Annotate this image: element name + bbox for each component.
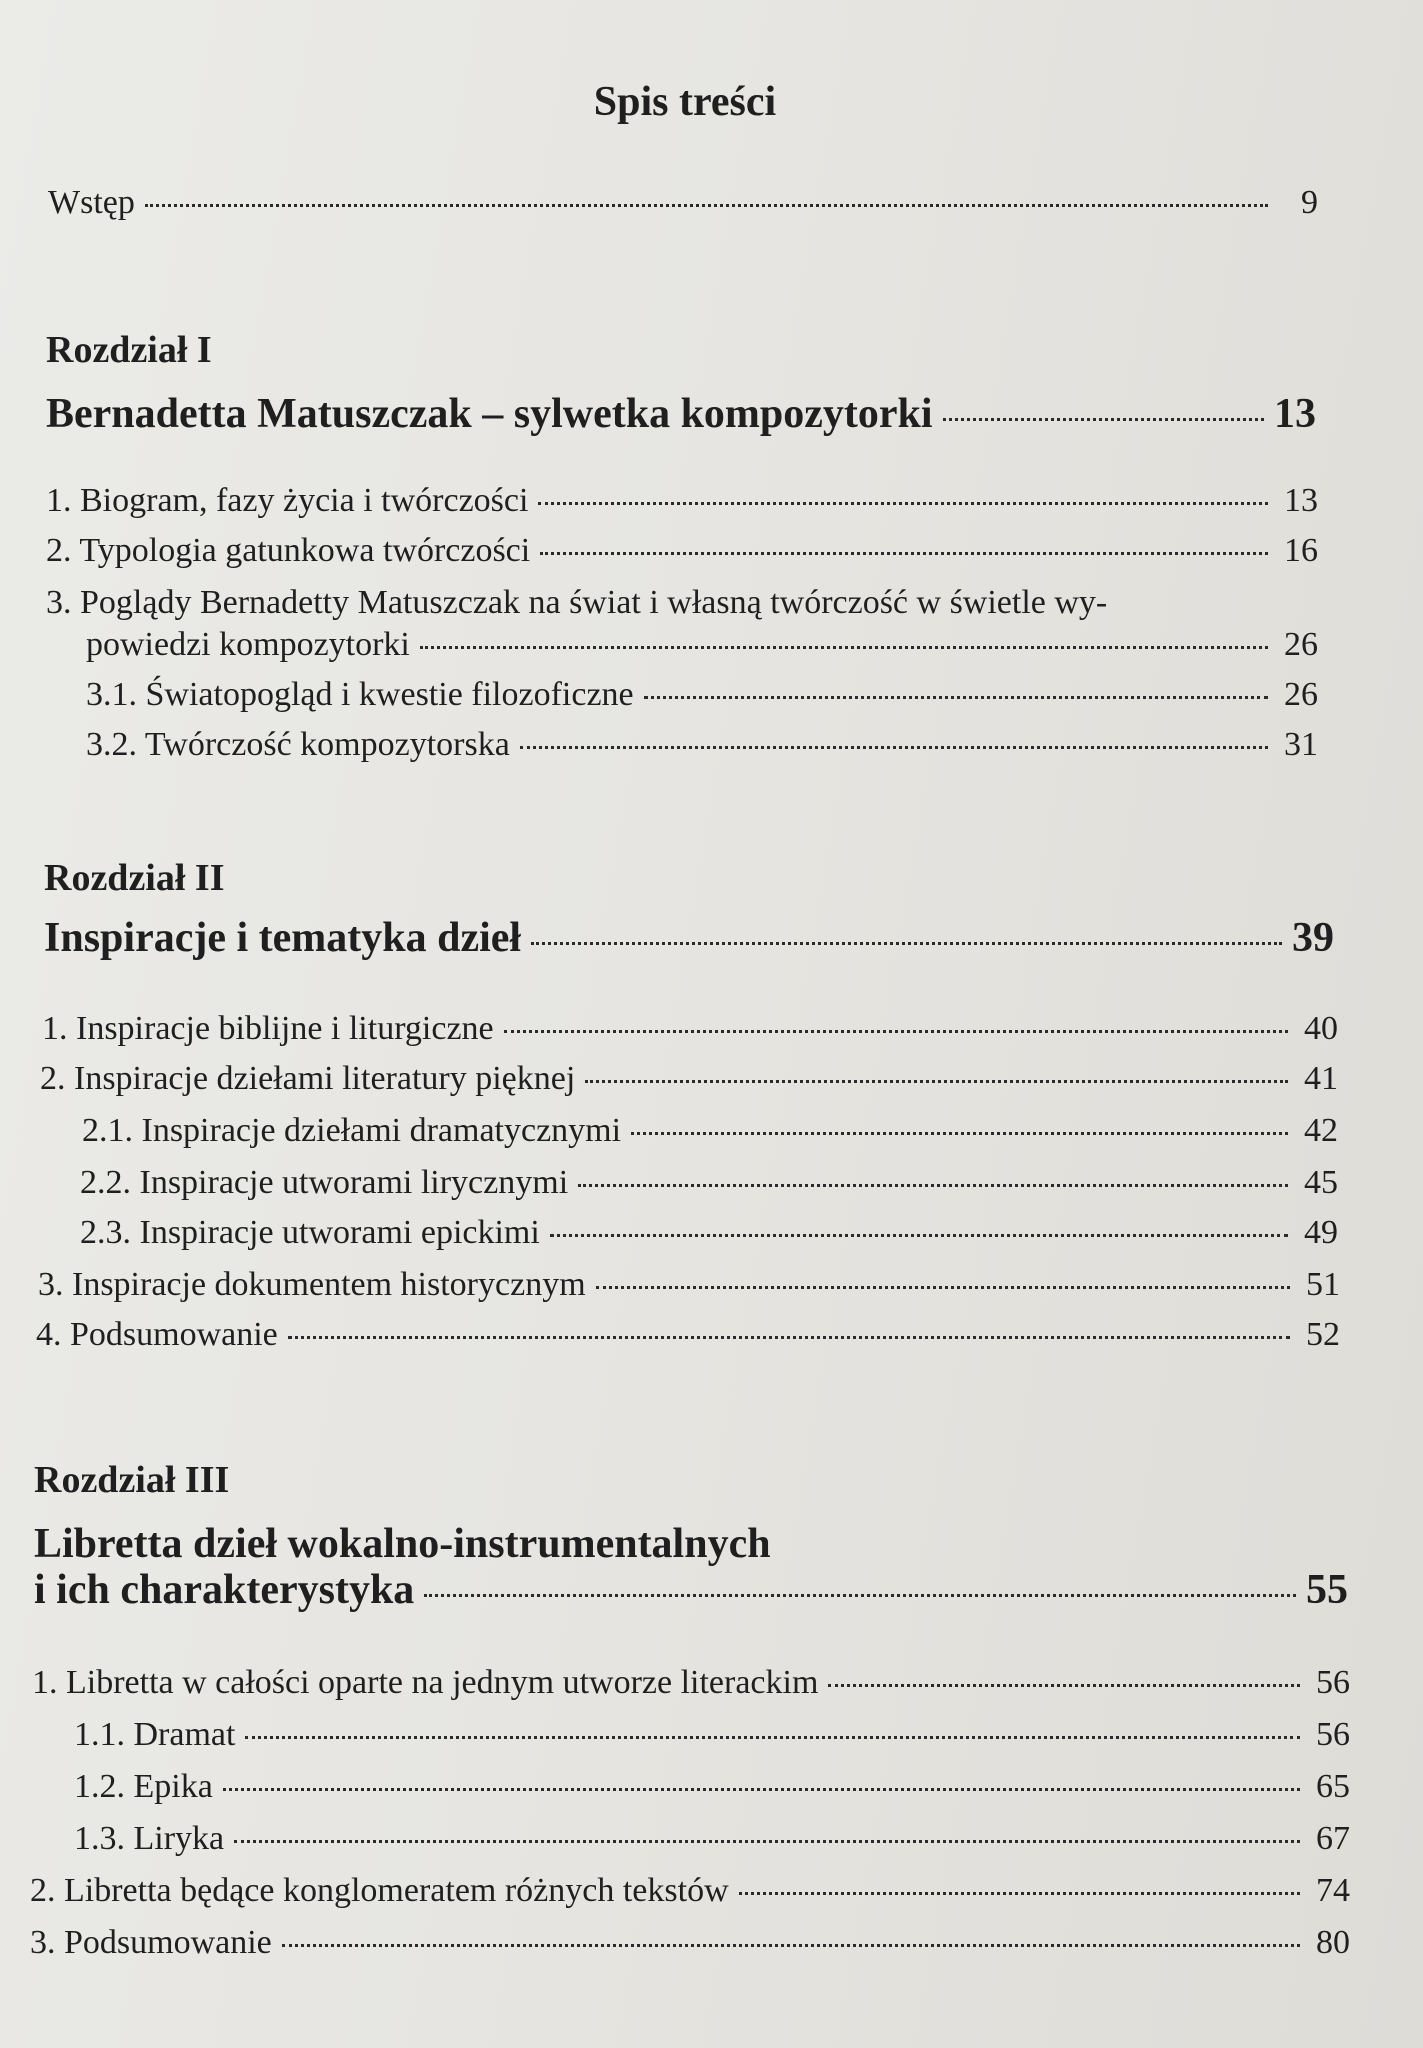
toc-entry-label: 1. Libretta w całości oparte na jednym utworze literackim bbox=[32, 1664, 819, 1701]
toc-entry-page: 56 bbox=[1316, 1664, 1350, 1701]
toc-entry bbox=[38, 1266, 1340, 1304]
toc-entry bbox=[86, 626, 1318, 664]
dot-leader bbox=[578, 1184, 1288, 1187]
dot-leader bbox=[739, 1892, 1300, 1895]
toc-entry-page: 41 bbox=[1304, 1060, 1338, 1097]
toc-entry-page: 56 bbox=[1316, 1716, 1350, 1753]
toc-entry-sub bbox=[74, 1768, 1350, 1806]
toc-entry-sub bbox=[82, 1112, 1338, 1150]
toc-entry-label: 1.1. Dramat bbox=[74, 1716, 236, 1753]
toc-entry-label: 2.3. Inspiracje utworami epickimi bbox=[80, 1214, 540, 1251]
dot-leader bbox=[234, 1840, 1300, 1843]
chapter-title: Bernadetta Matuszczak – sylwetka kompozytorki bbox=[46, 391, 933, 437]
chapter-label: Rozdział II bbox=[44, 857, 225, 899]
dot-leader bbox=[943, 418, 1264, 421]
toc-entry bbox=[40, 1060, 1338, 1098]
toc-entry bbox=[42, 1010, 1338, 1048]
chapter-title-row bbox=[34, 1566, 1348, 1614]
chapter-title: i ich charakterystyka bbox=[34, 1567, 415, 1613]
toc-entry-label: 3. Inspiracje dokumentem historycznym bbox=[38, 1266, 586, 1303]
toc-entry-intro bbox=[48, 184, 1318, 222]
toc-entry-label: Wstęp bbox=[48, 184, 135, 221]
chapter-title: Inspiracje i tematyka dzieł bbox=[44, 915, 522, 961]
toc-entry-page: 40 bbox=[1304, 1010, 1338, 1047]
toc-entry-label: 4. Podsumowanie bbox=[36, 1316, 278, 1353]
toc-entry bbox=[32, 1664, 1350, 1702]
toc-entry-page: 26 bbox=[1284, 676, 1318, 713]
chapter-title-line1: Libretta dzieł wokalno-instrumentalnych bbox=[34, 1521, 771, 1567]
toc-entry-label: 2.1. Inspiracje dziełami dramatycznymi bbox=[82, 1112, 622, 1149]
toc-entry-sub bbox=[80, 1214, 1338, 1252]
dot-leader bbox=[540, 552, 1268, 555]
toc-entry-page: 16 bbox=[1284, 532, 1318, 569]
toc-entry-sub bbox=[80, 1164, 1338, 1202]
toc-entry-page: 45 bbox=[1304, 1164, 1338, 1201]
toc-entry-page: 74 bbox=[1316, 1872, 1350, 1909]
toc-entry-page: 13 bbox=[1284, 482, 1318, 519]
toc-entry-page: 39 bbox=[1292, 915, 1334, 961]
toc-entry bbox=[36, 1316, 1340, 1354]
toc-entry bbox=[46, 532, 1318, 570]
toc-entry-sub bbox=[86, 726, 1318, 764]
page-title: Spis treści bbox=[593, 79, 777, 125]
toc-entry-label: 2. Libretta będące konglomeratem różnych tekstów bbox=[30, 1872, 729, 1909]
toc-entry bbox=[30, 1872, 1350, 1910]
toc-entry bbox=[46, 482, 1318, 520]
toc-entry-page: 80 bbox=[1316, 1924, 1350, 1961]
dot-leader bbox=[550, 1234, 1288, 1237]
toc-entry-label: 3. Podsumowanie bbox=[30, 1924, 272, 1961]
toc-entry-sub bbox=[74, 1820, 1350, 1858]
toc-entry-label: 1. Inspiracje biblijne i liturgiczne bbox=[42, 1010, 494, 1047]
toc-entry-page: 55 bbox=[1306, 1567, 1348, 1613]
toc-entry-label: 2. Typologia gatunkowa twórczości bbox=[46, 532, 531, 569]
toc-entry-page: 65 bbox=[1316, 1768, 1350, 1805]
toc-entry-label: 3.1. Światopogląd i kwestie filozoficzne bbox=[86, 676, 634, 713]
dot-leader bbox=[145, 204, 1268, 207]
toc-entry-sub bbox=[74, 1716, 1350, 1754]
toc-entry-label: 1. Biogram, fazy życia i twórczości bbox=[46, 482, 529, 519]
dot-leader bbox=[245, 1736, 1300, 1739]
toc-entry-sub bbox=[86, 676, 1318, 714]
toc-entry-page: 52 bbox=[1306, 1316, 1340, 1353]
toc-entry-label: 2. Inspiracje dziełami literatury pięknej bbox=[40, 1060, 576, 1097]
toc-entry bbox=[30, 1924, 1350, 1962]
toc-entry-page: 49 bbox=[1304, 1214, 1338, 1251]
toc-entry-page: 42 bbox=[1304, 1112, 1338, 1149]
chapter-title-row bbox=[44, 914, 1334, 962]
dot-leader bbox=[424, 1594, 1296, 1597]
dot-leader bbox=[223, 1788, 1300, 1791]
toc-entry-label: 1.3. Liryka bbox=[74, 1820, 225, 1857]
toc-entry-multiline-first: 3. Poglądy Bernadetty Matuszczak na świat i własną twórczość w świetle wy- bbox=[46, 584, 1108, 621]
toc-entry-page: 67 bbox=[1316, 1820, 1350, 1857]
toc-entry-label: 3.2. Twórczość kompozytorska bbox=[86, 726, 510, 763]
chapter-label: Rozdział III bbox=[34, 1459, 230, 1501]
dot-leader bbox=[828, 1684, 1300, 1687]
dot-leader bbox=[531, 942, 1282, 945]
toc-entry-page: 9 bbox=[1301, 184, 1318, 221]
toc-entry-label: 2.2. Inspiracje utworami lirycznymi bbox=[80, 1164, 569, 1201]
toc-entry-label: 1.2. Epika bbox=[74, 1768, 213, 1805]
dot-leader bbox=[504, 1030, 1288, 1033]
dot-leader bbox=[288, 1336, 1290, 1339]
dot-leader bbox=[596, 1286, 1290, 1289]
toc-entry-page: 51 bbox=[1306, 1266, 1340, 1303]
dot-leader bbox=[644, 696, 1268, 699]
dot-leader bbox=[585, 1080, 1288, 1083]
toc-entry-page: 26 bbox=[1284, 626, 1318, 663]
toc-entry-page: 31 bbox=[1284, 726, 1318, 763]
dot-leader bbox=[538, 502, 1268, 505]
dot-leader bbox=[631, 1132, 1288, 1135]
dot-leader bbox=[420, 646, 1268, 649]
chapter-title-row bbox=[46, 390, 1316, 438]
toc-entry-page: 13 bbox=[1274, 391, 1316, 437]
toc-entry-label: powiedzi kompozytorki bbox=[86, 626, 410, 663]
dot-leader bbox=[282, 1944, 1300, 1947]
dot-leader bbox=[520, 746, 1268, 749]
chapter-label: Rozdział I bbox=[46, 329, 212, 371]
